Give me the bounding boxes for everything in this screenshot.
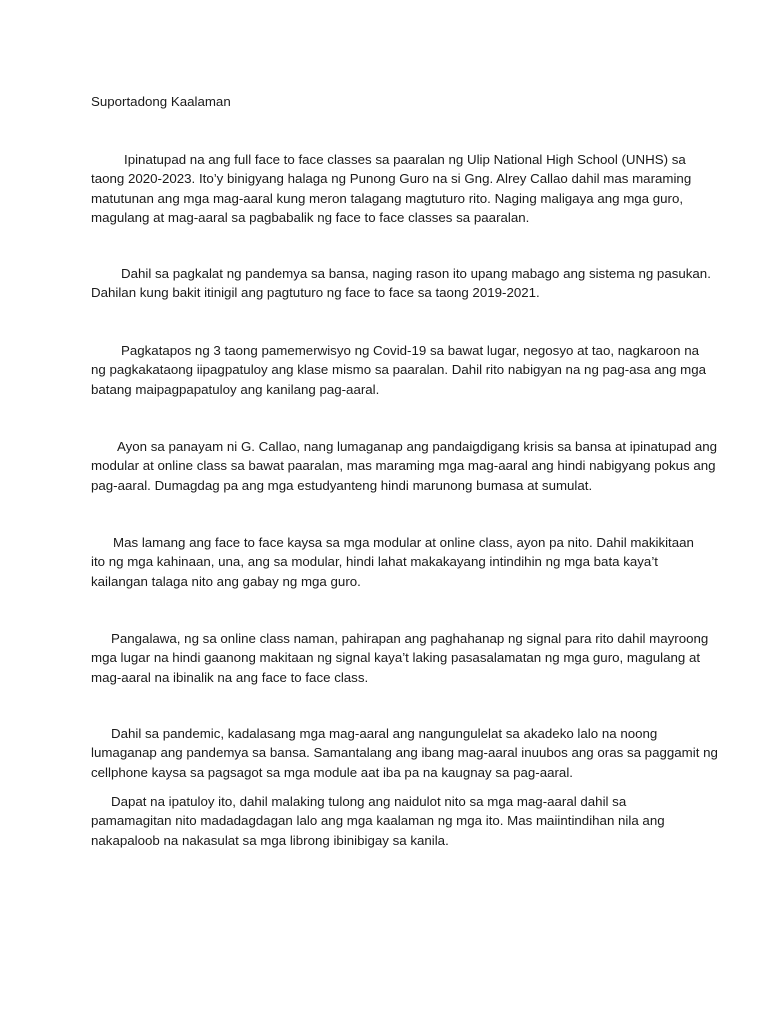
paragraph-line: modular at online class sa bawat paaralan, mas maraming mga mag-aaral ang hindi nabigyang pokus ang bbox=[91, 458, 716, 474]
paragraph-line: pamamagitan nito madadagdagan lalo ang mga kaalaman ng mga ito. Mas maiintindihan nila ang bbox=[91, 813, 665, 829]
paragraph-line: taong 2020-2023. Ito’y binigyang halaga ng Punong Guro na si Gng. Alrey Callao dahil mas maraming bbox=[91, 171, 692, 187]
paragraph-8 bbox=[91, 792, 691, 850]
paragraph-6 bbox=[91, 629, 709, 687]
paragraph-line: ito ng mga kahinaan, una, ang sa modular, hindi lahat makakayang intindihin ng mga bata kaya’t bbox=[91, 554, 658, 570]
paragraph-line: Pangalawa, ng sa online class naman, pahirapan ang paghahanap ng signal para rito dahil mayroong bbox=[111, 631, 709, 646]
paragraph-2 bbox=[91, 264, 711, 303]
paragraph-line: kailangan talaga nito ang gabay ng mga guro. bbox=[91, 573, 361, 589]
paragraph-line: batang maipagpapatuloy ang kanilang pag-aaral. bbox=[91, 381, 380, 397]
paragraph-line: Pagkatapos ng 3 taong pamemerwisyo ng Covid-19 sa bawat lugar, negosyo at tao, nagkaroon na bbox=[121, 343, 700, 358]
paragraph-line: Dahilan kung bakit itinigil ang pagtuturo ng face to face sa taong 2019-2021. bbox=[91, 285, 540, 301]
document-heading: Suportadong Kaalaman bbox=[91, 94, 231, 109]
paragraph-5 bbox=[91, 533, 694, 591]
paragraph-line: Mas lamang ang face to face kaysa sa mga modular at online class, ayon pa nito. Dahil makikitaan bbox=[113, 535, 694, 550]
paragraph-line: cellphone kaysa sa pagsagot sa mga module aat iba pa na kaugnay sa pag-aaral. bbox=[91, 764, 573, 780]
paragraph-line: Dahil sa pagkalat ng pandemya sa bansa, naging rason ito upang mabago ang sistema ng pasukan. bbox=[121, 266, 711, 281]
paragraph-1 bbox=[91, 150, 691, 227]
paragraph-line: magulang at mag-aaral sa pagbabalik ng face to face classes sa paaralan. bbox=[91, 209, 530, 225]
paragraph-line: mag-aaral na ibinalik na ang face to face class. bbox=[91, 669, 369, 685]
paragraph-line: mga lugar na hindi gaanong makitaan ng signal kaya’t laking pasasalamatan ng mga guro, magulang at bbox=[91, 650, 701, 666]
paragraph-4 bbox=[91, 437, 718, 495]
paragraph-line: nakapaloob na nakasulat sa mga librong ibinibigay sa kanila. bbox=[91, 832, 449, 848]
paragraph-line: Dapat na ipatuloy ito, dahil malaking tulong ang naidulot nito sa mga mag-aaral dahil sa bbox=[111, 794, 627, 809]
paragraph-line: Dahil sa pandemic, kadalasang mga mag-aaral ang nangungulelat sa akadeko lalo na noong bbox=[111, 726, 658, 741]
paragraph-line: lumaganap ang pandemya sa bansa. Samantalang ang ibang mag-aaral inuubos ang oras sa paggamit ng bbox=[91, 745, 718, 761]
paragraph-line: ng pagkakataong iipagpatuloy ang klase mismo sa paaralan. Dahil rito nabigyan na ng pag-asa ang mga bbox=[91, 362, 707, 378]
paragraph-line: matutunan ang mga mag-aaral kung meron talagang magtuturo rito. Naging maligaya ang mga guro, bbox=[91, 190, 684, 206]
paragraph-line: pag-aaral. Dumagdag pa ang mga estudyanteng hindi marunong bumasa at sumulat. bbox=[91, 477, 593, 493]
paragraph-line: Ayon sa panayam ni G. Callao, nang lumaganap ang pandaigdigang krisis sa bansa at ipinatupad ang bbox=[117, 439, 718, 454]
paragraph-3 bbox=[91, 341, 707, 399]
paragraph-line: Ipinatupad na ang full face to face classes sa paaralan ng Ulip National High School (UNHS) sa bbox=[124, 152, 686, 167]
paragraph-7 bbox=[91, 724, 718, 782]
